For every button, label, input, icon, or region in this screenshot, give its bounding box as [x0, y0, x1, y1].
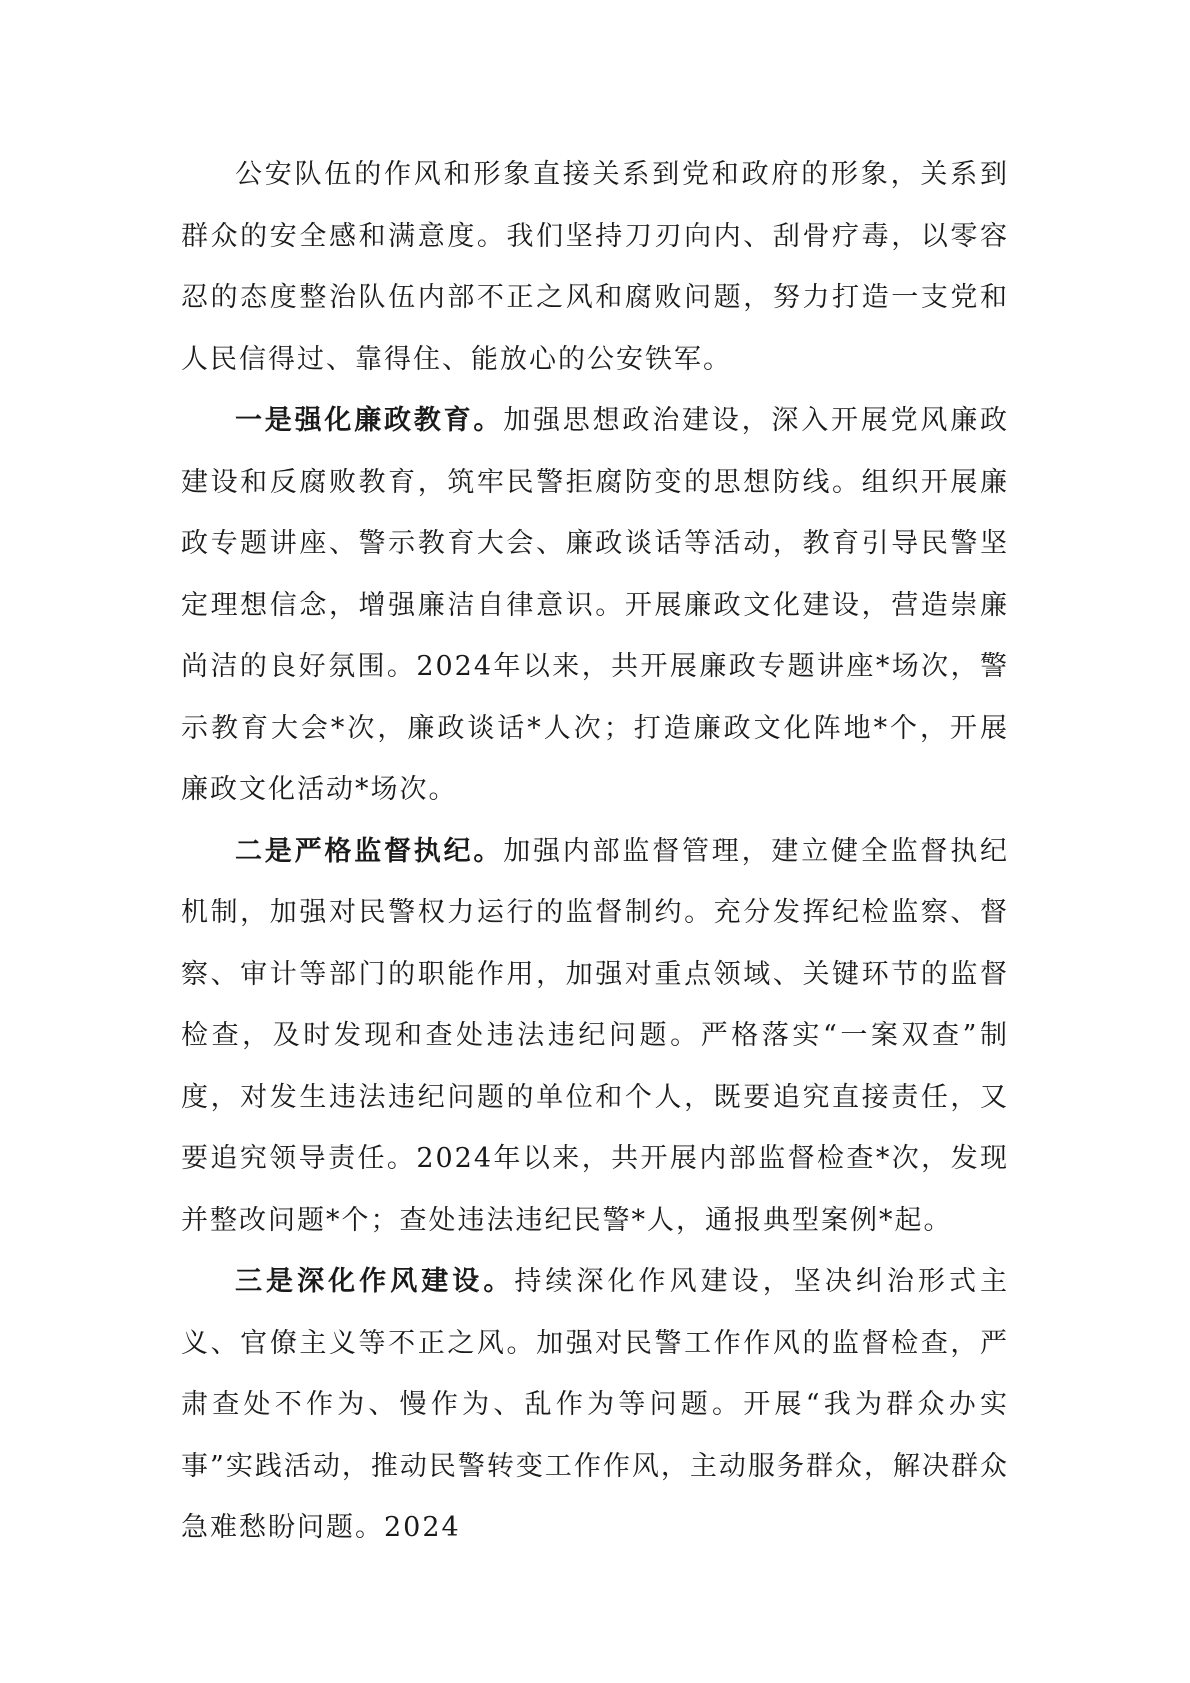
paragraph-heading: 一是强化廉政教育。 — [235, 405, 504, 436]
intro-paragraph — [181, 144, 1009, 390]
paragraph-heading: 三是深化作风建设。 — [235, 1266, 515, 1297]
paragraph-text: 持续深化作风建设，坚决纠治形式主义、官僚主义等不正之风。加强对民警工作作风的监督检查，严肃查处不作为、慢作为、乱作为等问题。开展“我为群众办实事”实践活动，推动民警转变工作作风，主动服务群众，解决群众急难愁盼问题。2024 — [181, 1266, 1009, 1543]
paragraph-text: 加强内部监督管理，建立健全监督执纪机制，加强对民警权力运行的监督制约。充分发挥纪检监察、督察、审计等部门的职能作用，加强对重点领域、关键环节的监督检查，及时发现和查处违法违纪问题。严格落实“一案双查”制度，对发生违法违纪问题的单位和个人，既要追究直接责任，又要追究领导责任。2024年以来，共开展内部监督检查*次，发现并整改问题*个；查处违法违纪民警*人，通报典型案例*起。 — [181, 835, 1010, 1236]
paragraph-text: 加强思想政治建设，深入开展党风廉政建设和反腐败教育，筑牢民警拒腐防变的思想防线。组织开展廉政专题讲座、警示教育大会、廉政谈话等活动，教育引导民警坚定理想信念，增强廉洁自律意识。开展廉政文化建设，营造崇廉尚洁的良好氛围。2024年以来，共开展廉政专题讲座*场次，警示教育大会*次，廉政谈话*人次；打造廉政文化阵地*个，开展廉政文化活动*场次。 — [181, 405, 1010, 805]
document-body — [181, 144, 1009, 1559]
paragraph-text: 公安队伍的作风和形象直接关系到党和政府的形象，关系到群众的安全感和满意度。我们坚持刀刃向内、刮骨疗毒，以零容忍的态度整治队伍内部不正之风和腐败问题，努力打造一支党和人民信得过、靠得住、能放心的公安铁军。 — [181, 159, 1009, 375]
section-paragraph-work-style — [181, 1251, 1009, 1559]
paragraph-heading: 二是严格监督执纪。 — [235, 835, 504, 867]
section-paragraph-supervision-discipline — [181, 821, 1009, 1252]
section-paragraph-integrity-education — [181, 390, 1009, 821]
